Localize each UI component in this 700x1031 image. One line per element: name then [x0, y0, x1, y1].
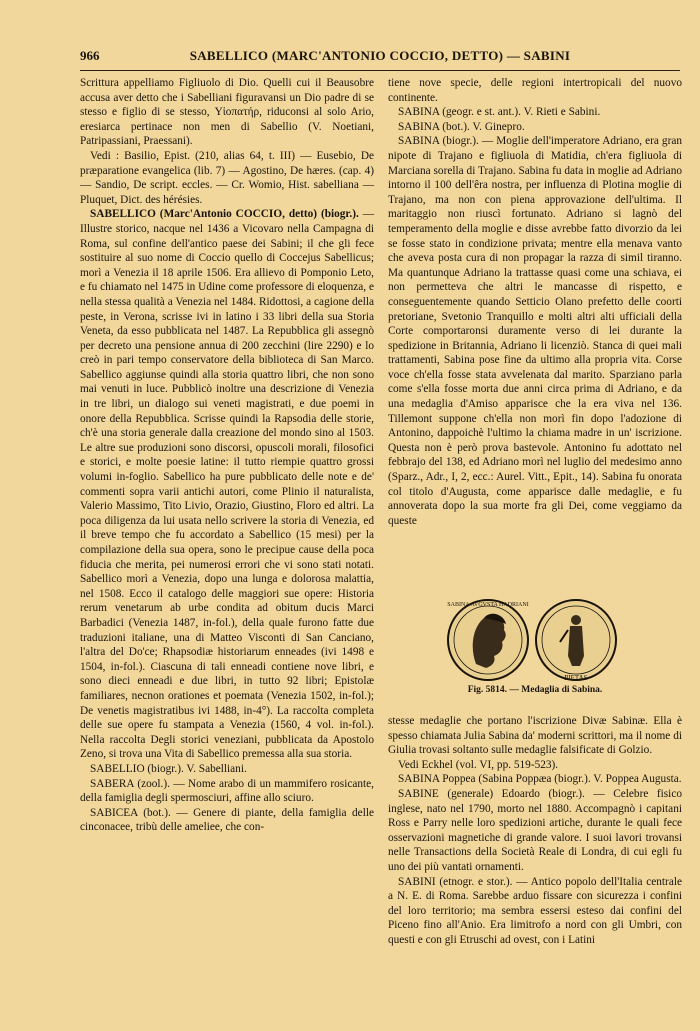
- entry-sabina-cont: stesse medaglie che portano l'iscrizione Divæ Sabinæ. Ella è spesso chiamata Julia Sabina da' moderni scrittori, ma il nome di Giulia trovasi soltanto sulle medaglie falsificate di Golzio.: [388, 715, 682, 757]
- coin-reverse-legend: PIETAS: [564, 674, 588, 682]
- entry-sabellico: [80, 207, 374, 762]
- coin-reverse: [536, 600, 616, 682]
- entry-sabellio: SABELLIO (biogr.). V. Sabelliani.: [90, 762, 247, 775]
- page-number: 966: [80, 48, 100, 63]
- entry-sabicea-cont: tiene nove specie, delle regioni intertropicali del nuovo continente.: [388, 77, 682, 104]
- page-header: [80, 48, 680, 68]
- figure-caption: Fig. 5814. — Medaglia di Sabina.: [467, 685, 603, 695]
- entry-sabina-refs: Vedi Eckhel (vol. VI, pp. 519-523).: [398, 758, 559, 771]
- paragraph-sabelliani-refs: Vedi : Basilio, Epist. (210, alias 64, t. III) — Eusebio, De præparatione evangelica (lib. 7) — Agostino, De hæres. (cap. 4) — Sandio, De script. eccles. — Cr. Womio, Hist. sabelliana — Pluquet, Dict. des hérésies.: [80, 149, 374, 206]
- right-column-upper: [388, 76, 682, 528]
- coin-obverse: [447, 600, 528, 680]
- entry-sabini: SABINI (etnogr. e stor.). — Antico popolo dell'Italia centrale a N. E. di Roma. Sarebbe arduo fissare con sicurezza i confini del loro territorio; ma sembra essersi esteso dai confini del Piceno fino all'Anio. Era limitrofo a nord con gli Umbri, con questi e con gli Etruschi ad ovest, con i Latini: [388, 875, 682, 946]
- entry-body: — Illustre storico, nacque nel 1436 a Vicovaro nella Campagna di Roma, sul confine dell'antico paese dei Sabini; il che gli fece sostituire al suo nome di Coccio quello di Coccejus Sabellicus; morì a Venezia il 18 aprile 1506. Era allievo di Pomponio Leto, e fu chiamato nel 1475 in Udine come professore di eloquenza, e nella stessa qualità a Venezia nel 1484. Ridottosi, a cagione della peste, in Verona, scrisse ivi in latino i 33 libri della sua Storia Veneta, da esso pubblicata nel 1487. La Repubblica gli assegnò per decreto una pensione annua di 200 zecchini (lire 2290) e lo creò in pari tempo conservatore della biblioteca di San Marco. Sabellico aggiunse quindi alla storia quattro libri, che non sono mai venuti in luce. Pubblicò inoltre una descrizione di Venezia in tre libri, un dialogo sui veneti magistrati, e due poemi in onore della Repubblica. Scrisse quindi la Rapsodia delle storie, ch'è una storia generale dalla creazione del mondo sino al 1503. Le altre sue produzioni sono discorsi, opuscoli morali, filosofici e storici, e molte poesie latine: il tutto riempie quattro grossi volumi in-foglio. Sabellico ha pure pubblicato delle note e de' commenti sopra varii antichi autori, come Plinio il naturalista, Valerio Massimo, Tito Livio, Orazio, Giustino, Floro ed altri. La poca diligenza da lui usata nello scrivere la storia di Venezia, ed il breve tempo che fu accordato a Sabellico (15 mesi) per la compilazione della sua opera, sono le precipue cause della poca fiducia che merita, pei numerosi errori che vi sono stati notati. Sabellico morì a Venezia, dopo una lunga e dolorosa malattia, nel 1508. Ecco il catalogo delle maggiori sue opere: Historia rerum venetarum ab urbe condita ad obitum ducis Marci Barbadici (Venezia 1487, in-fol.), della quale furono fatte due traduzioni italiane, una di Matteo Visconti di San Canciano, l'altra del Do'ce; Rhapsodiæ historiarum enneades (ivi 1498 e 1504, in-fol.). Ciascuna di tali enneadi contiene nove libri, e sono dieci enneadi e due libri, in tutto 92 libri; Epistolæ familiares, necnon orationes et poemata (Venezia 1502, in-fol.); De venetis magistratibus ivi 1488, in-4°). La raccolta completa delle sue opere fu stampata a Venezia (1560, 4 vol. in-fol.). Nella raccolta Degli storici veneziani, pubblicata da Apostolo Zeno, si trova una Vita di Sabellico premessa alla sua storia.: [80, 208, 374, 761]
- entry-sabine: SABINE (generale) Edoardo (biogr.). — Celebre fisico inglese, nato nel 1790, morto nel 1880. Accompagnò i capitani Ross e Parry nelle loro spedizioni artiche, durante le quali fece osservazioni magnetiche di grande valore. I suoi lavori trovansi nelle Transactions della Società Reale di Londra, di cui egli fu uno dei più vantati ornamenti.: [388, 787, 682, 873]
- entry-sabicea: SABICEA (bot.). — Genere di piante, della famiglia delle cinconacee, tribù delle ameliee, che con-: [80, 806, 374, 834]
- coin-figure: [446, 596, 626, 686]
- entry-sabina-biogr: SABINA (biogr.). — Moglie dell'imperatore Adriano, era gran nipote di Trajano e figliuola di Matidia, ch'era figliuola di Marciana sorella di Trajano. Sabina fu data in moglie ad Adriano intorno il 100 dell'êra nostra, per influenza di Plotina moglie di Trajano, ma non con piena approvazione dell'ultima. Il maritaggio non riuscì fortunato. Adriano si lagnò del temperamento della moglie e disse avrebbe fatto divorzio da lei se fosse stato in condizione privata; mentre ella menava vanto che aveva posta cura di non propagar la razza di simil tiranno. Ma quantunque Adriano la trattasse quasi come una schiava, ei non permetteva che altri le mancasse di rispetto, e conseguentemente quando Setticio Olano prefetto delle coorti pretoriane, Svetonio Tranquillo e molti altri alti ufficiali della Corte comportaronsi duramente verso di lei durante la spedizione in Britannia, Adriano li licenziò. Stanca di quei mali trattamenti, Sabina pose fine da ultimo alla propria vita. Corse voce ch'ella fosse stata avvelenata dal marito. Sparziano parla come s'ella fosse morta due anni circa prima di Adriano, e da una medaglia d'Amiso apparisce che la era viva nel 136. Tillemont suppone ch'ella non morì fin dopo l'adozione di Antonino, dappoichè l'ultimo la chiama madre in un' iscrizione. Questa non è però prova bastevole. Antonino fu adottato nel febbrajo del 138, ed Adriano morì nel luglio del medesimo anno (Sparz., Adr., I, 2, ecc.: Aurel. Vitt., Epit., 14). Sabina fu onorata col titolo d'Augusta, come apparisce dalle medaglie, e fu annoverata dopo la sua morte fra gli Dei, come veggiamo da queste: [388, 135, 682, 527]
- entry-sabina-poppea: SABINA Poppea (Sabina Poppæa (biogr.). V. Poppea Augusta.: [398, 773, 682, 786]
- entry-sabina-bot: SABINA (bot.). V. Ginepro.: [398, 120, 525, 133]
- left-column: [80, 76, 374, 835]
- entry-sabera: SABERA (zool.). — Nome arabo di un mammifero rosicante, della famiglia degli spermosciuri, affine allo sciuro.: [80, 777, 374, 805]
- coin-illustration: [446, 596, 626, 686]
- entry-heading: SABELLICO (Marc'Antonio COCCIO, detto) (biogr.).: [90, 208, 359, 221]
- right-column-lower: [388, 714, 682, 948]
- coin-obverse-legend: SABINA AVGVSTA HADRIANI: [447, 602, 529, 608]
- paragraph-sabelliani-end: Scrittura appelliamo Figliuolo di Dio. Quelli cui il Beausobre accusa aver detto che i Sabelliani figuravansi un Dio padre di se stesso e figlio di se stesso, Υἱοπατήρ, riduconsi al solo Ario, eresiarca pertinace non men di Sabellio (V. Noetiani, Patripassiani, Praessani).: [80, 77, 374, 148]
- entry-sabina-geogr: SABINA (geogr. e st. ant.). V. Rieti e Sabini.: [398, 106, 601, 119]
- header-rule: [80, 70, 680, 71]
- standing-figure-icon: [571, 615, 581, 625]
- running-title: SABELLICO (MARC'ANTONIO COCCIO, DETTO) — SABINI: [189, 48, 571, 63]
